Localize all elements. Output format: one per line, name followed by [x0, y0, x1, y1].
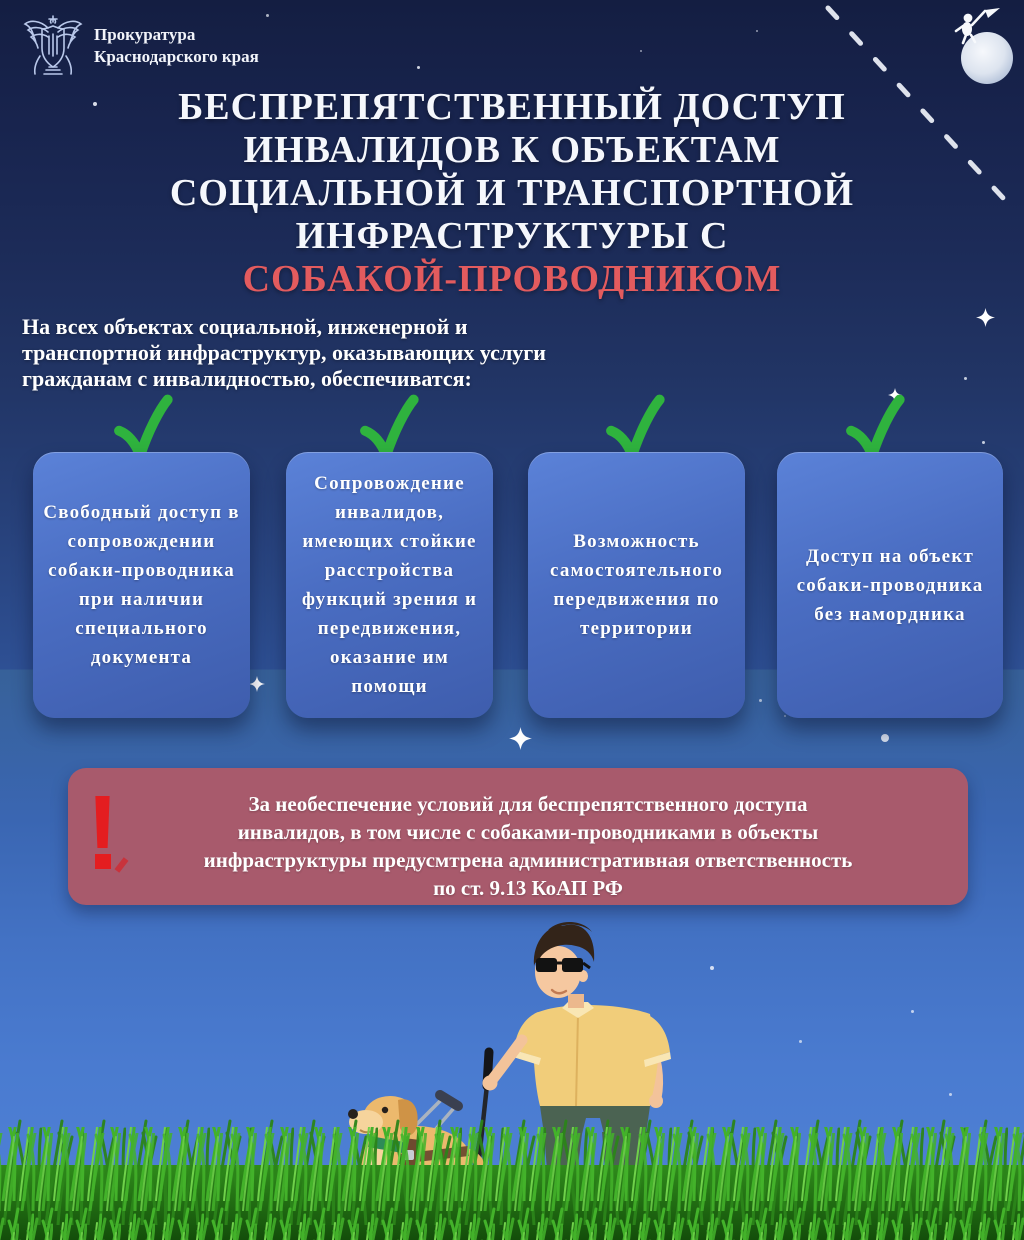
sparkle-icon — [509, 727, 532, 750]
intro-line: гражданам с инвалидностью, обеспечиватся: — [22, 366, 472, 391]
warning-line: по ст. 9.13 КоАП РФ — [433, 876, 623, 900]
info-card-text: Возможность самостоятельного передвижения по территории — [549, 531, 724, 639]
title-line: СОЦИАЛЬНОЙ И ТРАНСПОРТНОЙ — [169, 172, 855, 214]
intro-line: На всех объектах социальной, инженерной и — [22, 314, 468, 339]
info-card — [286, 452, 493, 718]
title-highlight: СОБАКОЙ-ПРОВОДНИКОМ — [242, 258, 782, 300]
intro-line: транспортной инфраструктур, оказывающих услуги — [22, 340, 546, 365]
title-line: БЕСПРЕПЯТСТВЕННЫЙ ДОСТУП — [178, 86, 846, 128]
org-name — [94, 24, 259, 68]
exclamation-icon — [88, 796, 132, 888]
info-card — [777, 452, 1003, 718]
grass-illustration — [0, 1105, 1024, 1240]
info-card-text: Свободный доступ в сопровождении собаки-проводника при наличии специального документа — [43, 502, 240, 668]
star-dot — [982, 441, 985, 444]
intro-paragraph — [22, 314, 546, 392]
info-card — [33, 452, 250, 718]
warning-banner — [68, 768, 968, 905]
org-name-line1: Прокуратура — [94, 25, 196, 44]
moon-icon — [945, 4, 1021, 86]
sparkle-icon — [249, 676, 265, 692]
sparkle-icon — [976, 308, 995, 327]
info-card-text: Доступ на объект собаки-проводника без намордника — [796, 545, 984, 625]
warning-line: инвалидов, в том числе с собаками-проводниками в объекты — [237, 820, 819, 844]
info-card — [528, 452, 745, 718]
star-dot — [964, 377, 967, 380]
title-line: ИНФРАСТРУКТУРЫ С — [295, 215, 729, 257]
warning-text — [148, 790, 908, 902]
prosecutor-emblem-icon — [22, 12, 84, 80]
org-name-line2: Краснодарского края — [94, 47, 259, 66]
warning-line: инфраструктуры предусмтрена административная ответственность — [203, 848, 853, 872]
header-brand — [22, 12, 259, 80]
page-title — [0, 86, 1024, 301]
warning-line: За необеспечение условий для беспрепятственного доступа — [248, 792, 808, 816]
info-card-text: Сопровождение инвалидов, имеющих стойкие расстройства функций зрения и передвижения, оказание им помощи — [301, 473, 478, 697]
star-dot — [784, 715, 786, 717]
star-dot — [759, 699, 762, 702]
star-dot — [881, 734, 889, 742]
title-line: ИНВАЛИДОВ К ОБЪЕКТАМ — [243, 129, 781, 171]
